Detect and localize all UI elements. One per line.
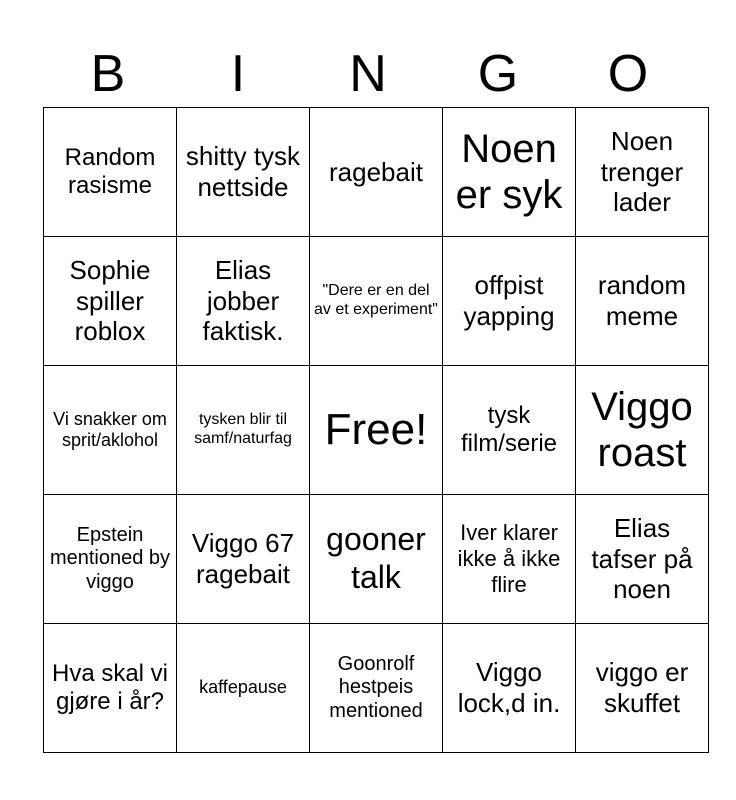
bingo-cell[interactable]: offpist yapping xyxy=(443,237,576,366)
bingo-cell[interactable]: tysken blir til samf/naturfag xyxy=(177,366,310,495)
bingo-cell[interactable]: kaffepause xyxy=(177,624,310,753)
bingo-cell[interactable]: random meme xyxy=(576,237,709,366)
bingo-cell[interactable]: Epstein mentioned by viggo xyxy=(44,495,177,624)
bingo-cell[interactable]: viggo er skuffet xyxy=(576,624,709,753)
bingo-cell[interactable]: Elias tafser på noen xyxy=(576,495,709,624)
bingo-row-3 xyxy=(44,366,709,495)
bingo-row-2 xyxy=(44,237,709,366)
bingo-cell[interactable]: Elias jobber faktisk. xyxy=(177,237,310,366)
bingo-cell[interactable]: Iver klarer ikke å ikke flire xyxy=(443,495,576,624)
bingo-cell[interactable]: Goonrolf hestpeis mentioned xyxy=(310,624,443,753)
header-letter-o: O xyxy=(607,45,649,103)
free-space[interactable]: Free! xyxy=(310,366,443,495)
bingo-row-1 xyxy=(44,108,709,237)
bingo-row-5 xyxy=(44,624,709,753)
bingo-cell[interactable]: Hva skal vi gjøre i år? xyxy=(44,624,177,753)
bingo-row-4 xyxy=(44,495,709,624)
bingo-cell[interactable]: gooner talk xyxy=(310,495,443,624)
bingo-cell[interactable]: shitty tysk nettside xyxy=(177,108,310,237)
bingo-cell[interactable]: Viggo roast xyxy=(576,366,709,495)
header-letter-b: B xyxy=(90,45,126,103)
header-letter-g: G xyxy=(477,45,519,103)
bingo-cell[interactable]: Noen er syk xyxy=(443,108,576,237)
bingo-cell[interactable]: ragebait xyxy=(310,108,443,237)
bingo-header xyxy=(43,40,693,108)
bingo-cell[interactable]: Viggo lock,d in. xyxy=(443,624,576,753)
bingo-cell[interactable]: "Dere er en del av et experiment" xyxy=(310,237,443,366)
bingo-grid xyxy=(43,107,709,753)
header-letter-i: I xyxy=(230,45,246,103)
bingo-cell[interactable]: tysk film/serie xyxy=(443,366,576,495)
bingo-cell[interactable]: Viggo 67 ragebait xyxy=(177,495,310,624)
bingo-cell[interactable]: Vi snakker om sprit/aklohol xyxy=(44,366,177,495)
bingo-cell[interactable]: Sophie spiller roblox xyxy=(44,237,177,366)
bingo-cell[interactable]: Random rasisme xyxy=(44,108,177,237)
bingo-cell[interactable]: Noen trenger lader xyxy=(576,108,709,237)
header-letter-n: N xyxy=(349,45,387,103)
